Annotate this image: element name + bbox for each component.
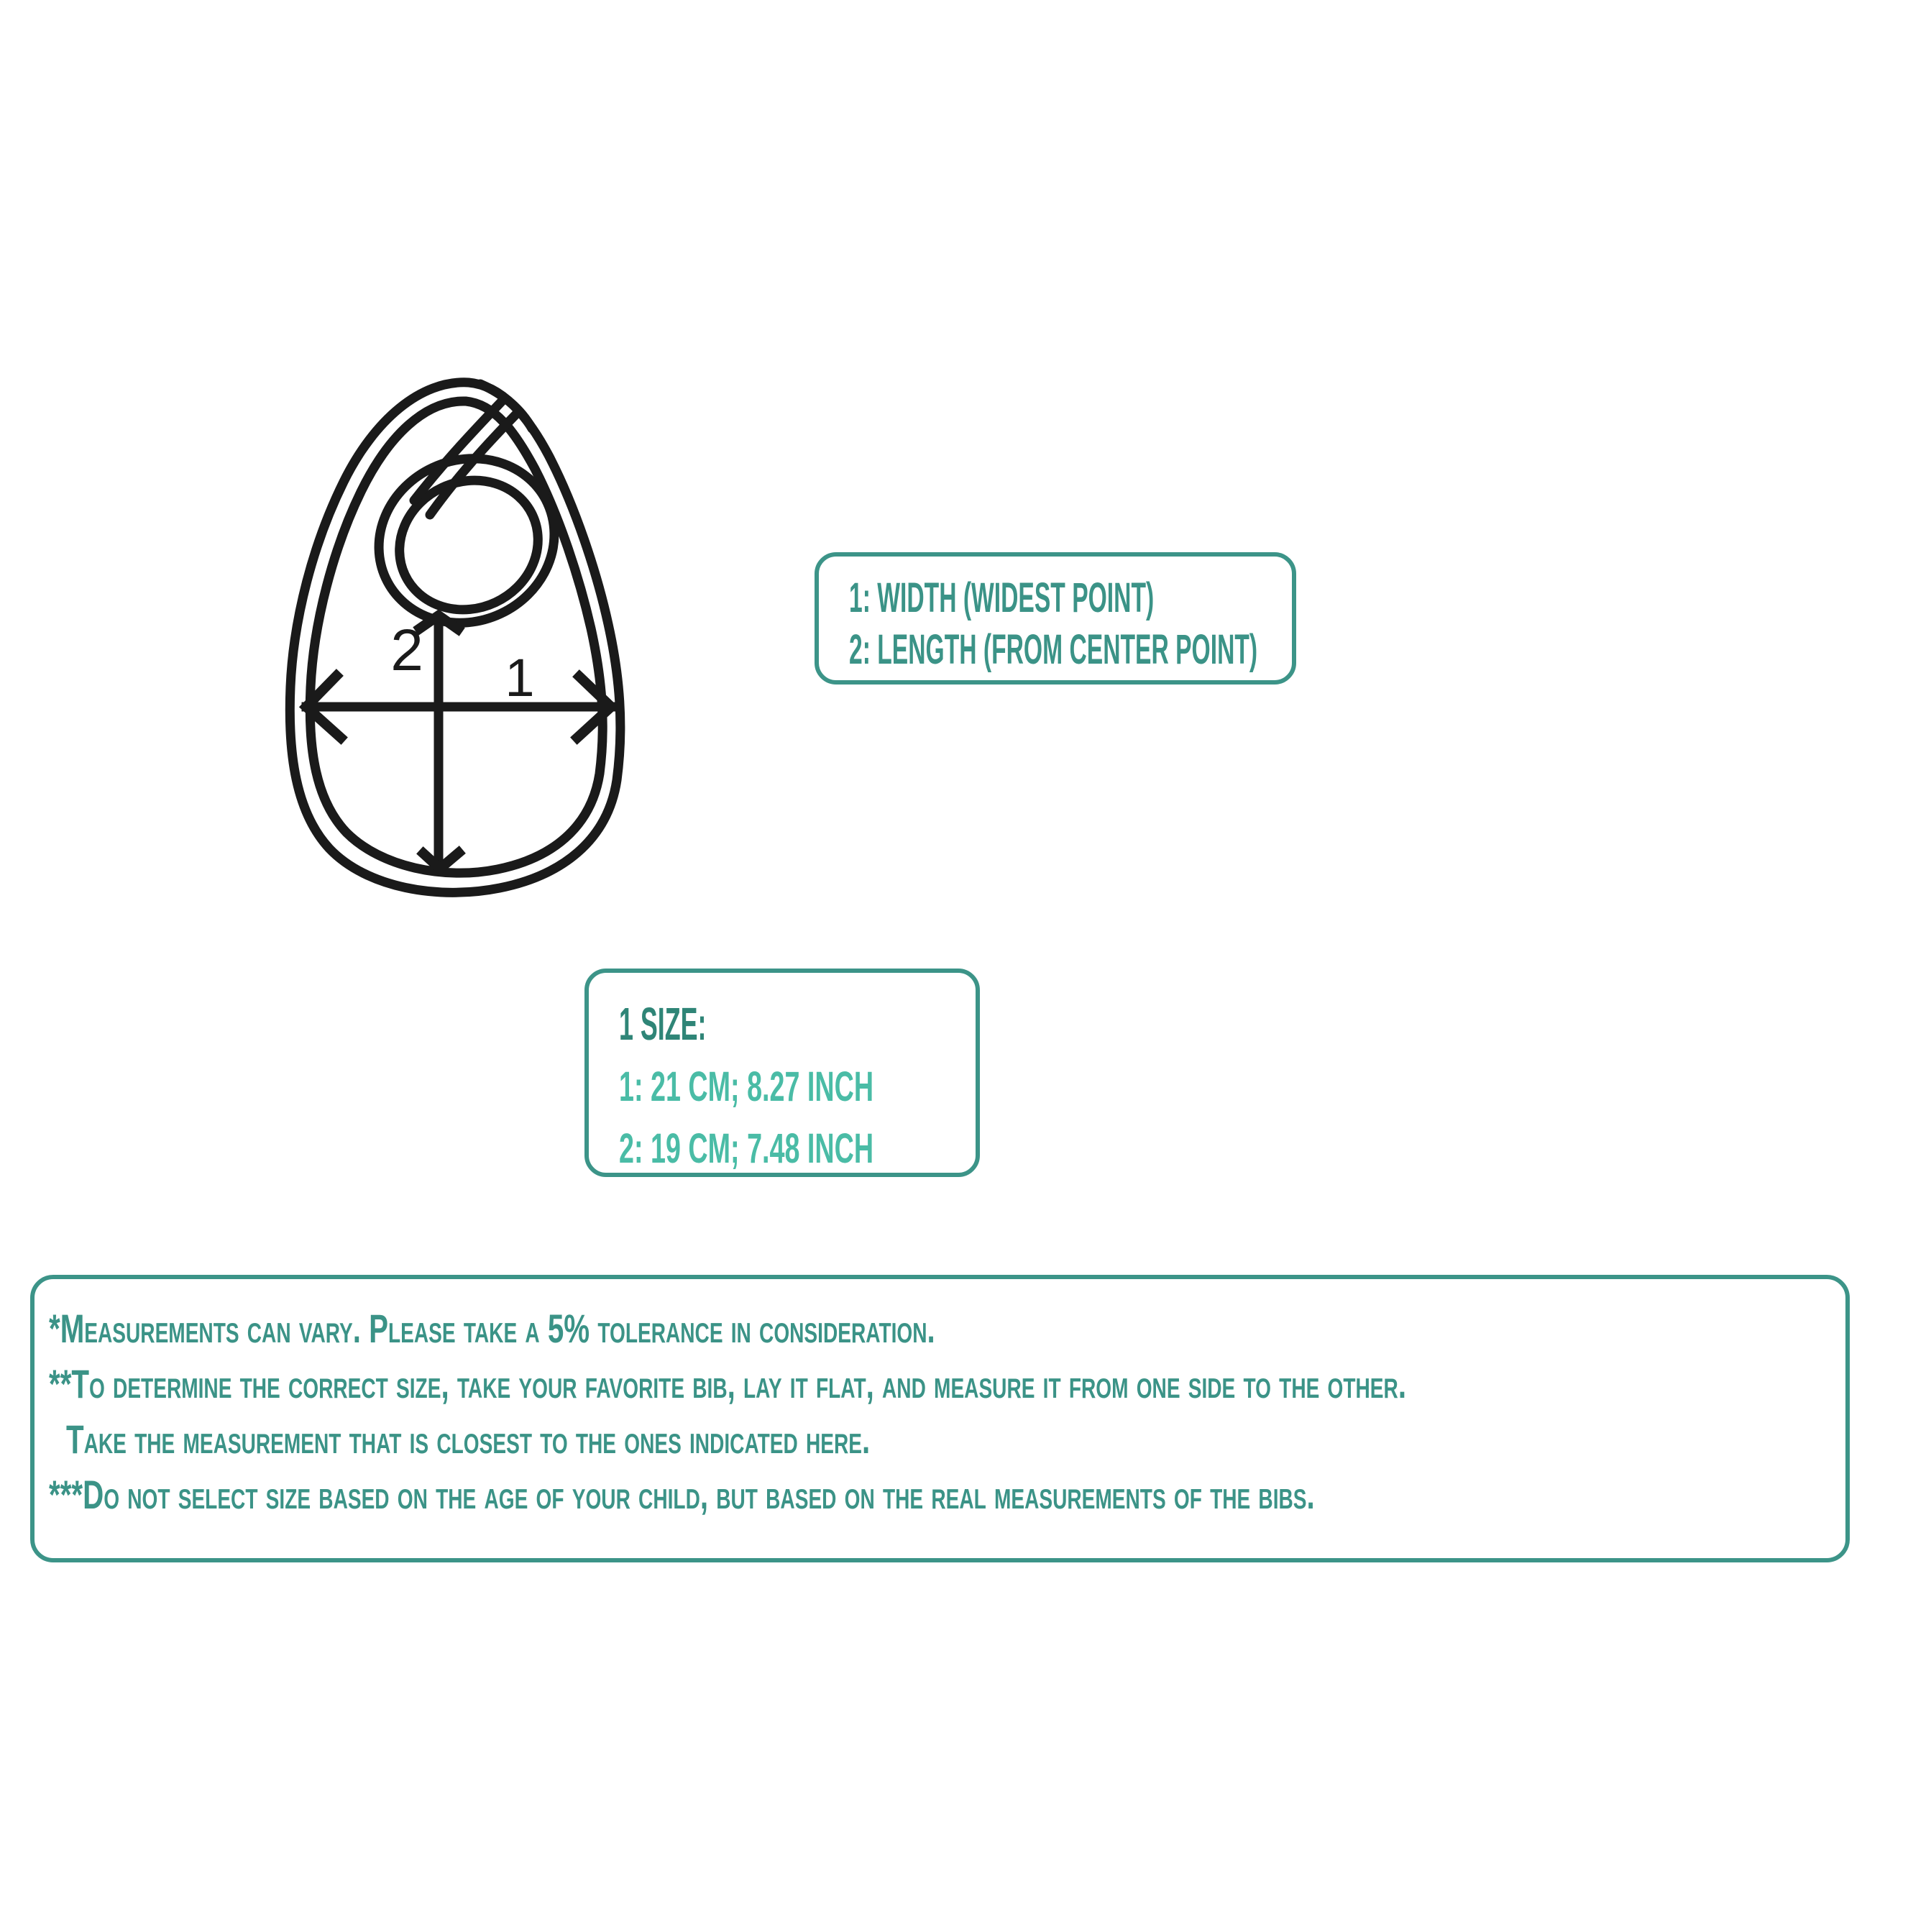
width-arrow	[306, 676, 611, 738]
length-arrow	[420, 615, 459, 869]
bib-outline-group	[290, 383, 620, 893]
width-marker-label: 1	[505, 648, 535, 708]
size-row-length: 2: 19 CM; 7.48 INCH	[619, 1125, 874, 1172]
legend-line-width: 1: WIDTH (WIDEST POINT)	[849, 574, 1155, 621]
note-determine-size: **To determine the correct size, take your favorite bib, lay it flat, and measure it from one side to the other.	[49, 1361, 1407, 1406]
note-real-measurements: ***Do not select size based on the age of your child, but based on the real measurements of the bibs.	[49, 1472, 1315, 1517]
size-box	[584, 969, 980, 1177]
length-marker-label: 2	[390, 618, 423, 683]
legend-box	[815, 552, 1296, 685]
note-tolerance: *Measurements can vary. Please take a 5% tolerance in consideration.	[49, 1306, 935, 1351]
size-row-width: 1: 21 CM; 8.27 INCH	[619, 1063, 874, 1110]
bib-measurement-diagram	[273, 363, 647, 917]
notes-box	[30, 1275, 1850, 1562]
legend-line-length: 2: LENGTH (FROM CENTER POINT)	[849, 626, 1258, 673]
note-closest-measurement: Take the measurement that is closest to the ones indicated here.	[66, 1416, 871, 1462]
size-box-title: 1 SIZE:	[619, 998, 707, 1050]
